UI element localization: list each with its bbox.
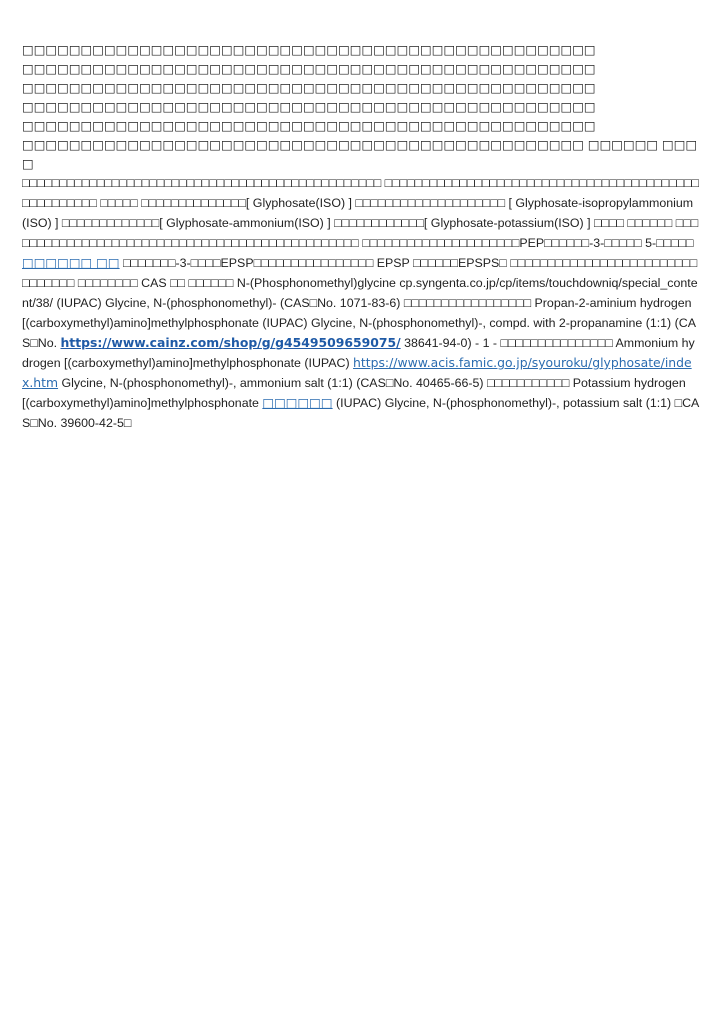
- text-line-4: □□□□□□□□□□□□□□□□□□□□□□□□□□□□□□□□□□□□□□□□□□□□□□□□□: [22, 99, 596, 114]
- acis-famic-link[interactable]: https://www.acis.famic.go.jp/syouroku/glyphosate/index.htm: [22, 355, 692, 390]
- document-page: [22, 40, 700, 433]
- body-text-segment-3: 38641-94-0) - 1 - □□□□□□□□□□□□□□□ Ammonium hydrogen [(carboxymethyl)amino]methylphosphonate (IUPAC): [22, 336, 695, 370]
- text-line-2: □□□□□□□□□□□□□□□□□□□□□□□□□□□□□□□□□□□□□□□□□□□□□□□□□: [22, 61, 596, 76]
- body-text-segment-4: Glycine, N-(phosphonomethyl)-, ammonium salt (1:1) (CAS□No. 40465-66-5) □□□□□□□□□□□ Potassium hydrogen [(carboxymethyl)amino]methylphosphonate: [22, 376, 686, 410]
- text-line-3: □□□□□□□□□□□□□□□□□□□□□□□□□□□□□□□□□□□□□□□□□□□□□□□□□: [22, 80, 596, 95]
- text-line-1: □□□□□□□□□□□□□□□□□□□□□□□□□□□□□□□□□□□□□□□□□□□□□□□□□: [22, 42, 596, 57]
- body-paragraph: [22, 173, 700, 433]
- text-line-5: □□□□□□□□□□□□□□□□□□□□□□□□□□□□□□□□□□□□□□□□□□□□□□□□□: [22, 118, 596, 133]
- body-text-segment-5: (IUPAC) Glycine, N-(phosphonomethyl)-, potassium salt (1:1) □CAS□No. 39600-42-5□: [22, 396, 700, 430]
- text-line-6: □□□□□□□□□□□□□□□□□□□□□□□□□□□□□□□□□□□□□□□□□□□□□□□□ □□□□□□ □□□□: [22, 137, 698, 171]
- inline-link-4[interactable]: □□□□□□: [262, 395, 333, 410]
- cainz-shop-link[interactable]: https://www.cainz.com/shop/g/g4549509659075/: [60, 335, 401, 350]
- body-text-segment-1: □□□□□□□□□□□□□□□□□□□□□□□□□□□□□□□□□□□□□□□□□□□□□□□□ □□□□□□□□□□□□□□□□□□□□□□□□□□□□□□□□□□□□□□□□□□□□□□□□□□□□ □□□□□ □□□□□□□□□□□□□□[ Glyphosate(ISO) ] □□□□□□□□□□□□□□□□□□□□ [ Glyphosate-isopropylammonium(ISO) ] □□□□□□□□□□□□□[ Glyphosate-ammonium(ISO) ] □□□□□□□□□□□□[ Glyphosate-potassium(ISO) ] □□□□ □□□□□□ □□□□□□□□□□□□□□□□□□□□□□□□□□□□□□□□□□□□□□□□□□□□□□□□ □□□□□□□□□□□□□□□□□□□□□PEP□□□□□□-3-□□□□□ 5-□□□□□: [22, 176, 700, 250]
- body-text-segment-2: □□□□□□□-3-□□□□EPSP□□□□□□□□□□□□□□□□ EPSP □□□□□□EPSPS□ □□□□□□□□□□□□□□□□□□□□□□□□□□□□□□□□ □□□□□□□□ CAS □□ □□□□□□ N-(Phosphonomethyl)glycine cp.syngenta.co.jp/cp/items/touchdowniq/special_content/38/ (IUPAC) Glycine, N-(phosphonomethyl)- (CAS□No. 1071-83-6) □□□□□□□□□□□□□□□□□ Propan-2-aminium hydrogen [(carboxymethyl)amino]methylphosphonate (IUPAC) Glycine, N-(phosphonomethyl)-, compd. with 2-propanamine (1:1) (CAS□No.: [22, 256, 698, 350]
- inline-link-1[interactable]: □□□□□□ □□: [22, 255, 120, 270]
